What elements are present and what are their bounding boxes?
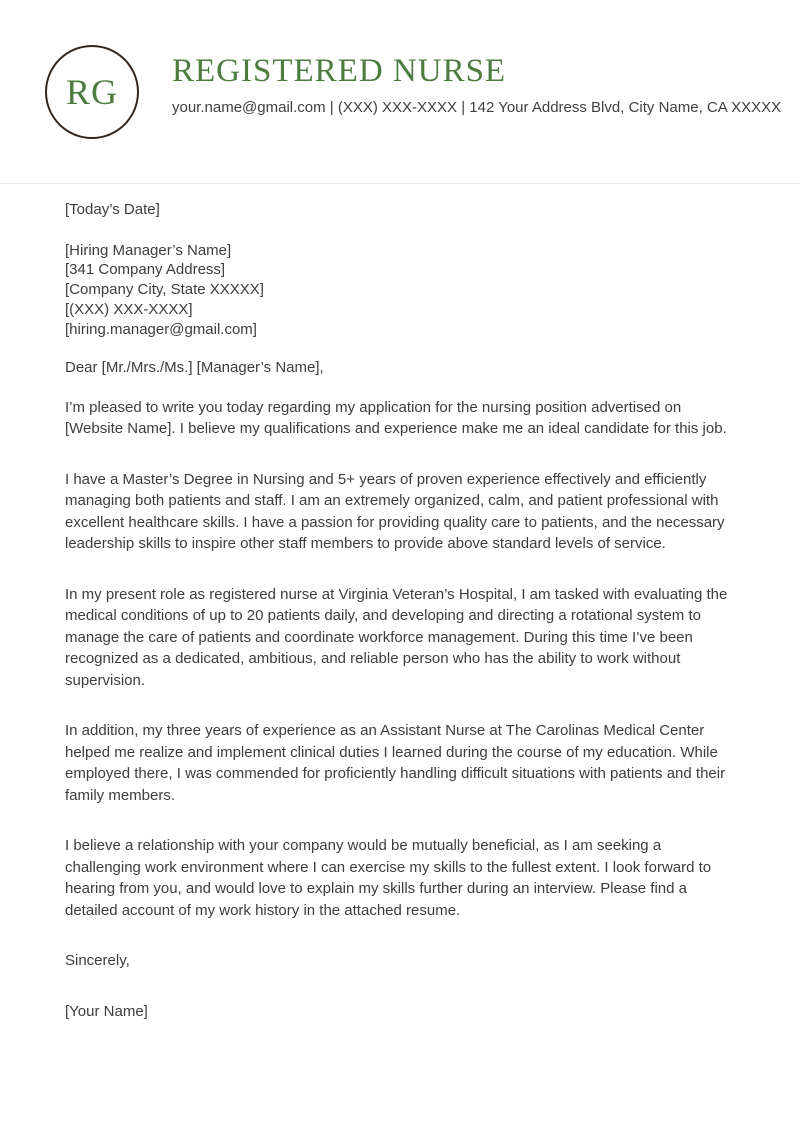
contact-line: your.name@gmail.com | (XXX) XXX-XXXX | 142 Your Address Blvd, City Name, CA XXXXX — [172, 99, 782, 116]
letter-paragraph-3: In my present role as registered nurse at Virginia Veteran’s Hospital, I am tasked with evaluating the medical conditions of up to 20 patients daily, and developing and directing a rotational system to manage the care of patients and coordinate workforce management. During this time I’ve been recognized as a dedicated, ambitious, and reliable person who has the ability to work without supervision. — [65, 585, 728, 689]
recipient-block — [65, 241, 737, 340]
salutation: Dear [Mr./Mrs./Ms.] [Manager’s Name], — [65, 359, 324, 377]
signature: [Your Name] — [65, 1002, 148, 1020]
recipient-line: [341 Company Address] — [65, 261, 226, 279]
letter-paragraph-4: In addition, my three years of experience as an Assistant Nurse at The Carolinas Medical Center helped me realize and implement clinical duties I learned during the course of my education. While employed there, I was commended for proficiently handling difficult situations with patients and their family members. — [65, 722, 726, 804]
header-divider — [0, 183, 800, 184]
letter-date: [Today’s Date] — [65, 201, 160, 218]
recipient-line: [Company City, State XXXXX] — [65, 281, 264, 299]
letter-body — [65, 199, 737, 1022]
monogram-initials: RG — [65, 72, 118, 112]
closing: Sincerely, — [65, 952, 130, 970]
monogram-badge — [45, 45, 139, 139]
page-title: REGISTERED NURSE — [172, 53, 507, 89]
letter-paragraph-2: I have a Master’s Degree in Nursing and 5+ years of proven experience effectively and efficiently managing both patients and staff. I am an extremely organized, calm, and patient professional with excellent healthcare skills. I have a passion for providing quality care to patients, and the necessary leadership skills to inspire other staff members to provide above standard levels of service. — [65, 470, 725, 553]
recipient-line: [Hiring Manager’s Name] — [65, 241, 232, 259]
recipient-line: [(XXX) XXX-XXXX] — [65, 300, 193, 318]
recipient-line: [hiring.manager@gmail.com] — [65, 320, 257, 338]
letter-paragraph-5: I believe a relationship with your company would be mutually beneficial, as I am seeking a challenging work environment where I can exercise my skills to the fullest extent. I look forward to hearing from you, and would love to explain my skills further during an interview. Please find a detailed account of my work history in the attached resume. — [65, 837, 712, 919]
letter-paragraph-1: I’m pleased to write you today regarding my application for the nursing position advertised on [Website Name]. I believe my qualifications and experience make me an ideal candidate for this job. — [65, 398, 727, 438]
